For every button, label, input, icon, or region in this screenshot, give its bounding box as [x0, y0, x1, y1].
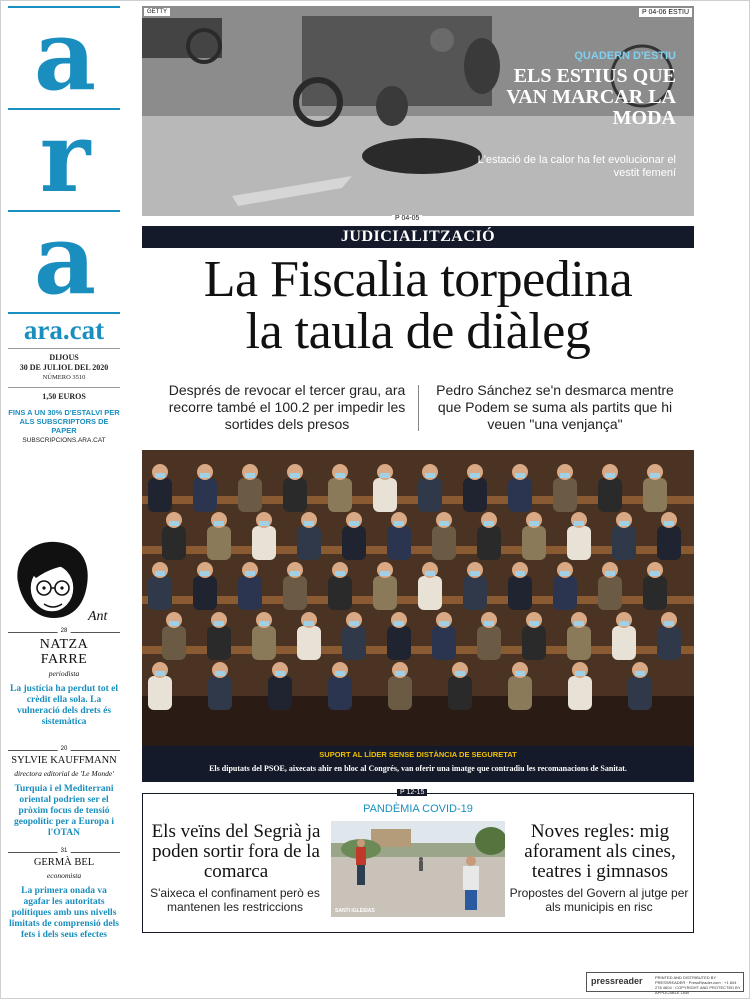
column-author-role: economista: [46, 871, 82, 880]
edition-price: 1,50 EUROS: [8, 387, 120, 402]
covid-right-headline[interactable]: Noves regles: mig aforament als cines, teatres i gimnasos: [524, 821, 676, 882]
main-headline-line2: la taula de diàleg: [245, 303, 591, 360]
congress-photo: [142, 450, 694, 746]
photo-caption-kicker: SUPORT AL LÍDER SENSE DISTÀNCIA DE SEGURETAT: [319, 750, 517, 759]
column-author-line1: NATZA: [39, 637, 89, 652]
masthead-rule: [8, 312, 120, 314]
photo-caption-bar: [142, 746, 694, 782]
masthead-letter-a2: a: [33, 212, 95, 312]
pressreader-logo: pressreader: [591, 976, 643, 986]
subscription-promo: FINS A UN 30% D'ESTALVI PER ALS SUBSCRIPTORS DE PAPER: [8, 408, 120, 435]
column-author: SYLVIE KAUFFMANN: [11, 755, 117, 766]
main-headline[interactable]: [142, 251, 694, 360]
masthead-letter-r: r: [39, 110, 89, 210]
pressreader-badge[interactable]: [586, 972, 744, 995]
column-quote: Turquia i el Mediterrani oriental podrien ser el pròxim focus de tensió geopolític per a Europa i l'OTAN: [14, 784, 114, 838]
street-photo-illustration: [331, 821, 505, 917]
covid-page: P 12-15: [397, 789, 427, 796]
summer-fashion-teaser[interactable]: [142, 6, 694, 216]
main-story-page: P 04-05: [392, 215, 422, 222]
teaser-kicker: QUADERN D'ESTIU: [574, 50, 676, 62]
deck-divider: [418, 385, 419, 431]
covid-left-deck: S'aixeca el confinament però es mantenen les restriccions: [150, 886, 320, 914]
teaser-page: P 04-06 ESTIU: [639, 8, 692, 17]
covid-photo-credit: SANTI IGLESIAS: [335, 908, 375, 914]
covid-kicker: PANDÈMIA COVID-19: [363, 803, 473, 815]
pressreader-text: PRINTED AND DISTRIBUTED BY PRESSREADER · PressReader.com · +1 604 278 4604 · COPYRIGHT AND PROTECTED BY APPLICABLE LAW: [655, 975, 741, 995]
photo-credit: GETTY: [144, 8, 170, 16]
edition-day: DIJOUS: [8, 348, 120, 363]
main-headline-line1: La Fiscalia torpedina: [203, 251, 633, 308]
column-teaser-3[interactable]: [8, 848, 120, 941]
photo-caption-text: Els diputats del PSOE, aixecats ahir en bloc al Congrés, van oferir una imatge que contradiu les recomanacions de Sanitat.: [209, 764, 627, 773]
column-teaser-2[interactable]: [8, 746, 120, 839]
column-quote: La primera onada va agafar les autoritats polítiques amb uns nivells limitats de comprensió dels fets i dels seus efectes: [9, 886, 119, 940]
columnist-cartoon: [10, 538, 120, 628]
main-deck-left: Després de revocar el tercer grau, ara recorre també el 100.2 per impedir les sortides dels presos: [168, 382, 406, 432]
column-page: 28: [58, 628, 71, 634]
segria-photo: [331, 821, 505, 917]
masthead-letter-a: a: [33, 8, 95, 108]
column-rule: [8, 848, 120, 854]
column-author: GERMÀ BEL: [33, 857, 95, 868]
column-quote: La justícia ha perdut tot el crèdit ella sola. La vulneració dels drets és sistemàtica: [10, 684, 118, 727]
column-rule: [8, 746, 120, 752]
main-deck-right: Pedro Sánchez se'n desmarca mentre que Podem se suma als partits que hi veuen "una venjança": [436, 382, 674, 432]
covid-left-headline[interactable]: Els veïns del Segrià ja poden sortir fora de la comarca: [151, 821, 321, 882]
edition-number: NÚMERO 3510: [42, 374, 86, 381]
masthead-site[interactable]: ara.cat: [23, 315, 105, 345]
column-page: 20: [58, 746, 71, 752]
main-story-kicker: JUDICIALITZACIÓ: [142, 226, 694, 248]
column-author-role: directora editorial de 'Le Monde': [14, 769, 114, 778]
column-author-line2: FARRE: [40, 652, 88, 667]
column-author-role: periodista: [48, 669, 80, 678]
column-teaser-1[interactable]: [8, 628, 120, 728]
covid-right-deck: Propostes del Govern al jutge per als municipis en risc: [509, 886, 689, 914]
left-column: [8, 6, 120, 444]
column-page: 31: [58, 848, 71, 854]
column-rule: [8, 628, 120, 634]
cartoon-signature: Ant: [88, 609, 108, 624]
teaser-title: ELS ESTIUS QUE VAN MARCAR LA MODA: [506, 65, 676, 129]
congress-photo-illustration: [142, 450, 694, 746]
edition-date: 30 DE JULIOL DEL 2020: [19, 363, 109, 372]
subscription-url[interactable]: SUBSCRIPCIONS.ARA.CAT: [22, 437, 106, 444]
teaser-subtitle: L'estació de la calor ha fet evolucionar el vestit femení: [477, 154, 676, 179]
